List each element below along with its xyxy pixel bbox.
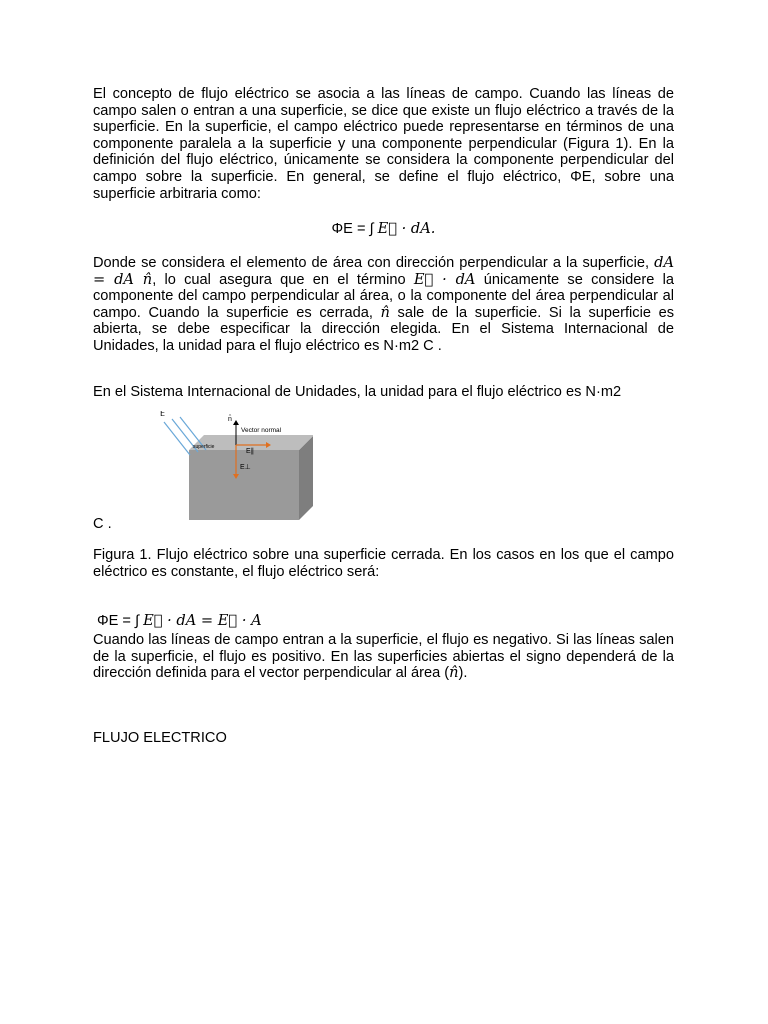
superficie-label: superficie xyxy=(193,444,215,450)
text-segment: , lo cual asegura que en el término xyxy=(152,271,414,288)
figure-closed-surface xyxy=(148,411,313,526)
normal-arrowhead xyxy=(233,420,239,425)
math-n-hat: n̂ xyxy=(380,303,390,321)
e-perpendicular-label: E⊥ xyxy=(240,464,251,471)
intro-paragraph: El concepto de flujo eléctrico se asocia a las líneas de campo. Cuando las líneas de campo salen o entran a una superficie, se dice que existe un flujo eléctrico a través de la superficie. En la superficie, el campo eléctrico puede representarse en términos de una componente paralela a la superficie y una componente perpendicular (Figura 1). En la definición del flujo eléctrico, únicamente se considera la componente perpendicular del campo sobre la superficie. En general, se define el flujo eléctrico, ΦE, sobre una superficie arbitraria como: xyxy=(93,86,674,202)
math-n-hat: n̂ xyxy=(449,664,459,682)
text-segment: Donde se considera el elemento de área con dirección perpendicular a la superficie, xyxy=(93,255,655,271)
cube-front-face xyxy=(189,450,299,520)
e-parallel-label: E∥ xyxy=(246,448,255,455)
vector-normal-label: Vector normal xyxy=(241,427,282,434)
equation-rhs: E⃗ · dA = E⃗ · A xyxy=(143,611,262,629)
text-segment: Cuando las líneas de campo entran a la superficie, el flujo es negativo. Si las líneas salen de la superficie, el flujo es positivo. En las superficies abiertas el signo dependerá de la dirección definida para el vector perpendicular al área ( xyxy=(93,632,674,682)
units-continuation: C . xyxy=(93,516,112,532)
e-vector-label: E⃗ xyxy=(160,411,166,418)
field-line xyxy=(164,422,190,455)
math-da: dA = dA n̂ xyxy=(93,254,674,288)
n-hat-label: n̂ xyxy=(228,416,232,423)
equation-lhs: ΦE = ∫ xyxy=(331,221,378,237)
math-e-dot-da: E⃗ · dA xyxy=(413,270,476,288)
cube-diagram xyxy=(148,411,313,526)
constant-field-equation xyxy=(97,613,262,630)
text-segment: ). xyxy=(458,665,468,682)
units-paragraph: En el Sistema Internacional de Unidades, la unidad para el flujo eléctrico es N·m2 xyxy=(93,384,622,400)
equation-lhs: ΦE = ∫ xyxy=(97,612,144,629)
text-segment: sale de la superficie. Si la superficie es abierta, se debe especificar la dirección elegida. En el Sistema Internacional de Unidades, la unidad para el flujo eléctrico es N·m2 C . xyxy=(93,304,674,354)
sign-convention-paragraph xyxy=(93,632,674,682)
area-element-paragraph xyxy=(93,255,674,355)
text-segment: únicamente se considere la componente del campo perpendicular al área, o la componente del área perpendicular al campo. Cuando la superficie es cerrada, xyxy=(93,271,674,321)
document-title: FLUJO ELECTRICO xyxy=(93,730,227,746)
flux-definition-equation xyxy=(93,221,674,238)
equation-rhs: E⃗ · dA. xyxy=(377,220,436,237)
figure-caption-paragraph: Figura 1. Flujo eléctrico sobre una superficie cerrada. En los casos en los que el campo eléctrico es constante, el flujo eléctrico será: xyxy=(93,547,674,580)
